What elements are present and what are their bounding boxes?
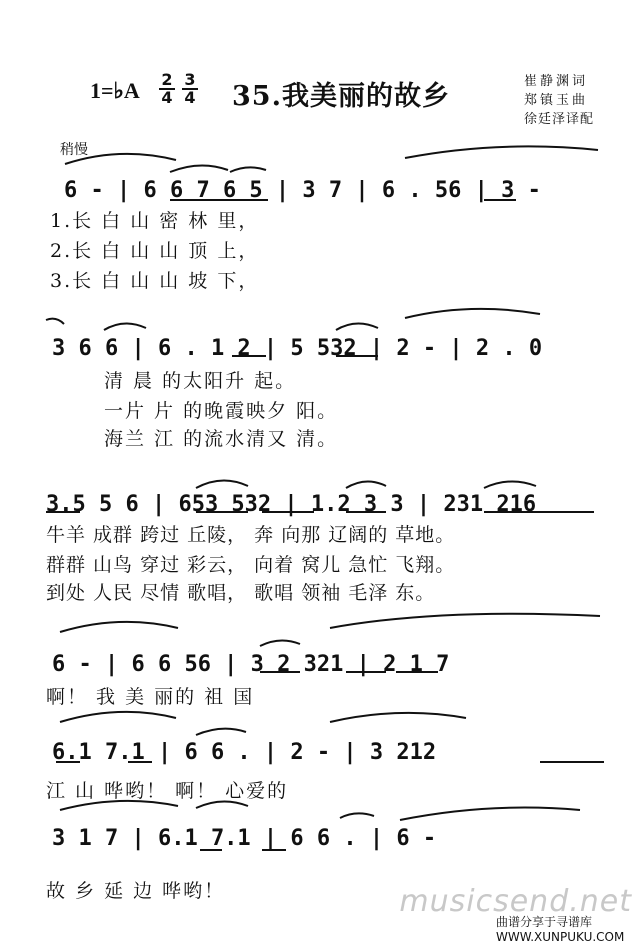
notation-line-4: 6 - | 6 6 56 | 3 2 321 | 2 1 7 (52, 652, 450, 677)
slur-mark (330, 614, 600, 628)
notation-line-6: 3 1 7 | 6.1 7.1 | 6 6 . | 6 - (52, 826, 437, 851)
slur-mark (60, 712, 176, 722)
lyric-verse-3: 3.长 白 山 山 坡 下， (50, 270, 260, 292)
slur-mark (400, 808, 580, 820)
lyric-verse-3: 海兰 江 的流水清又 清。 (104, 428, 339, 450)
key-signature: 1=♭A (90, 78, 140, 103)
lyric-verse-3: 到处 人民 尽情 歌唱， 歌唱 领袖 毛泽 东。 (46, 582, 436, 604)
lyric-verse-2: 一片 片 的晚霞映夕 阳。 (104, 400, 339, 422)
slur-mark (46, 319, 64, 324)
slur-mark (346, 481, 386, 488)
meter-top: 3 (184, 70, 196, 89)
slur-mark (104, 323, 146, 330)
slur-mark (336, 323, 378, 330)
meter-bottom: 4 (184, 88, 196, 107)
composer-credit: 郑镇玉曲 (523, 93, 588, 108)
slur-mark (405, 309, 540, 318)
slur-mark (405, 146, 598, 158)
lyric-verse-1: 1.长 白 山 密 林 里， (50, 210, 260, 232)
meter-bottom: 4 (161, 88, 173, 107)
notation-line-5: 6.1 7.1 | 6 6 . | 2 - | 3 212 (52, 740, 437, 765)
slur-mark (60, 622, 178, 632)
site-footer: 曲谱分享于寻谱库 WWW.XUNPUKU.COM (496, 915, 625, 944)
tempo-marking: 稍慢 (60, 142, 88, 158)
lyric-verse-2: 2.长 白 山 山 顶 上， (50, 240, 260, 262)
lyric-verse-1: 牛羊 成群 跨过 丘陵， 奔 向那 辽阔的 草地。 (46, 524, 456, 546)
slur-mark (340, 813, 374, 818)
lyric-line-6: 故 乡 延 边 哗哟！ (46, 880, 226, 902)
notation-line-2: 3 6 6 | 6 . 1 2 | 5 532 | 2 - | 2 . 0 (52, 336, 543, 361)
lyric-verse-1: 清 晨 的太阳升 起。 (104, 370, 297, 392)
slur-mark (170, 165, 228, 172)
lyricist-credit: 崔静渊词 (523, 74, 588, 89)
slur-mark (196, 729, 246, 735)
meter-top: 2 (161, 70, 173, 89)
slur-mark (484, 481, 536, 488)
slur-mark (330, 713, 466, 722)
lyric-line-4: 啊！ 我 美 丽的 祖 国 (46, 686, 255, 708)
lyric-verse-2: 群群 山鸟 穿过 彩云， 向着 窝儿 急忙 飞翔。 (46, 554, 456, 576)
watermark: musicsend.net (399, 884, 632, 919)
slur-mark (230, 167, 266, 172)
lyric-line-5: 江 山 哗哟！ 啊！ 心爱的 (46, 780, 289, 802)
translator-credit: 徐廷泽译配 (523, 112, 594, 127)
slur-mark (65, 154, 176, 164)
song-title: 35.我美丽的故乡 (232, 81, 450, 112)
slur-mark (196, 480, 248, 488)
notation-line-3: 3.5 5 6 | 653 532 | 1.2 3 3 | 231 216 (46, 492, 537, 517)
slur-mark (260, 640, 300, 646)
notation-line-1: 6 - | 6 6 7 6 5 | 3 7 | 6 . 56 | 3 - (64, 178, 541, 203)
